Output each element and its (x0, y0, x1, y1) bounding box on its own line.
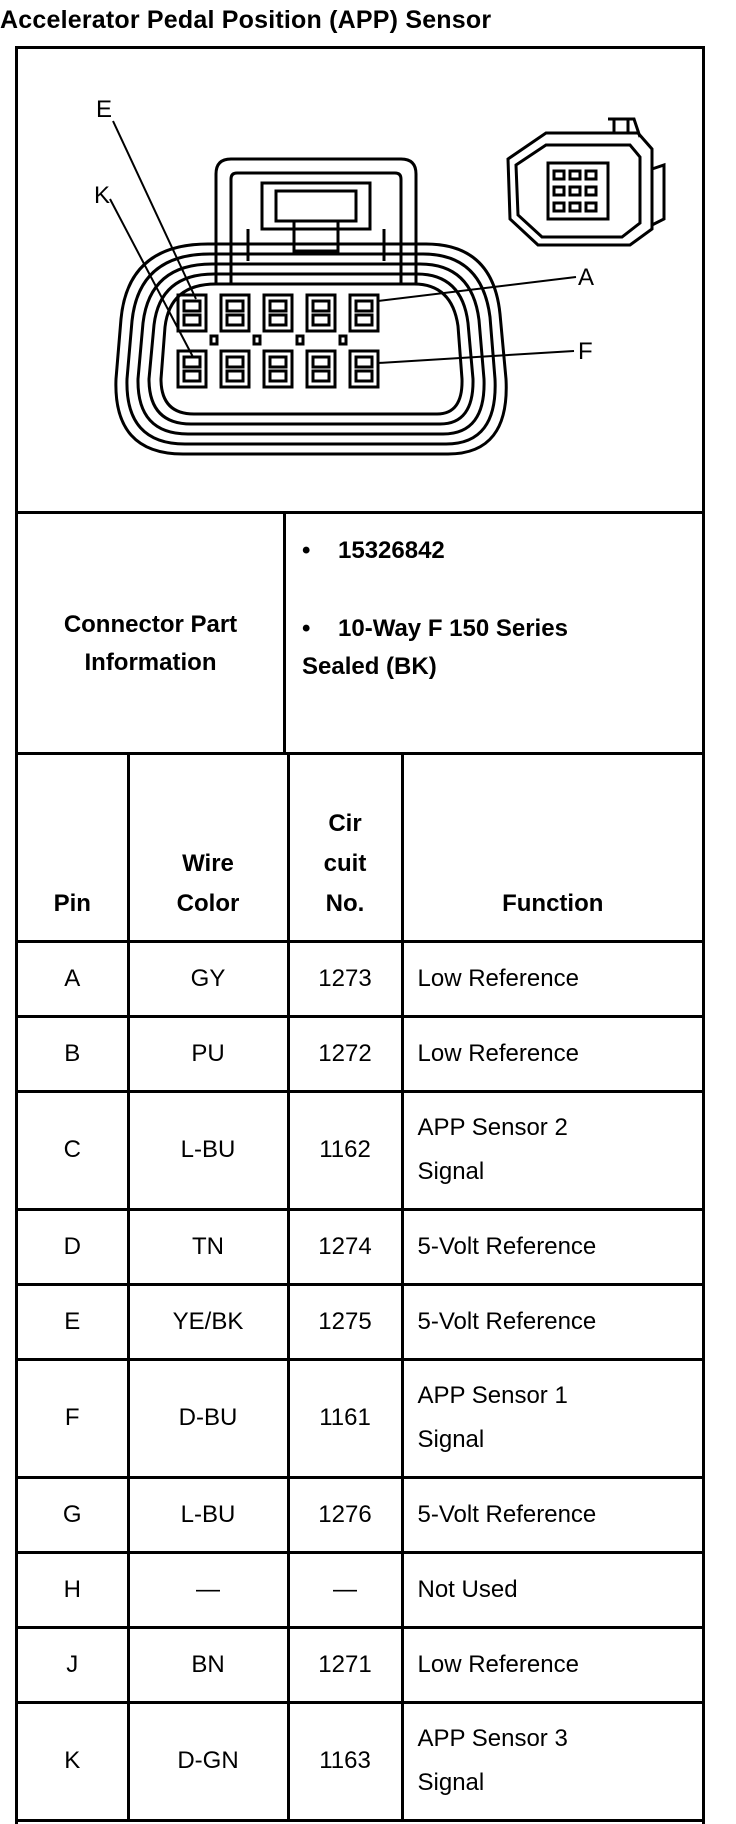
pin-cell: G (18, 1477, 128, 1552)
pin-cell: F (18, 1359, 128, 1477)
table-header-row (18, 755, 702, 941)
connector-info-values (286, 514, 702, 752)
table-row (18, 1359, 702, 1477)
wire-color-cell: PU (128, 1016, 288, 1091)
wire-color-cell: GY (128, 941, 288, 1016)
circuit-cell: 1276 (288, 1477, 402, 1552)
circuit-cell: 1161 (288, 1359, 402, 1477)
wire-color-cell: — (128, 1552, 288, 1627)
function-cell: Not Used (402, 1552, 702, 1627)
table-row (18, 1477, 702, 1552)
wire-color-cell: D-BU (128, 1359, 288, 1477)
table-row (18, 1091, 702, 1209)
bullet: • (302, 615, 311, 642)
wire-color-cell: L-BU (128, 1477, 288, 1552)
connector-diagram (18, 49, 702, 514)
pin-header: Pin (18, 755, 128, 941)
function-cell: Low Reference (402, 1627, 702, 1702)
wire-color-cell: YE/BK (128, 1284, 288, 1359)
circuit-cell: 1163 (288, 1702, 402, 1820)
circuit-cell: 1162 (288, 1091, 402, 1209)
callout-label: F (578, 338, 593, 365)
circuit-cell: 1275 (288, 1284, 402, 1359)
page-title: Accelerator Pedal Position (APP) Sensor (0, 6, 492, 34)
callout-label: E (96, 96, 113, 123)
pin-cell: K (18, 1702, 128, 1820)
table-row (18, 941, 702, 1016)
table-row (18, 1627, 702, 1702)
pin-cell: B (18, 1016, 128, 1091)
function-cell: APP Sensor 2 Signal (402, 1091, 702, 1209)
wire-color-header: Wire Color (128, 755, 288, 941)
circuit-header: Cir cuit No. (288, 755, 402, 941)
wire-color-cell: L-BU (128, 1091, 288, 1209)
connector-info-label-line2: Information (84, 649, 217, 676)
pin-cell: H (18, 1552, 128, 1627)
pinout-table (18, 755, 702, 1822)
function-cell: Low Reference (402, 1016, 702, 1091)
callout-label: A (578, 264, 595, 291)
connector-type-line2: Sealed (BK) (302, 653, 437, 680)
connector-info-label-line1: Connector Part (63, 611, 238, 638)
pin-cell: C (18, 1091, 128, 1209)
circuit-cell: 1271 (288, 1627, 402, 1702)
function-header: Function (402, 755, 702, 941)
table-row (18, 1016, 702, 1091)
part-number-item (302, 532, 445, 570)
function-cell: Low Reference (402, 941, 702, 1016)
connector-type-item (302, 610, 568, 686)
connector-frame (15, 46, 705, 1824)
part-number: 15326842 (338, 537, 445, 564)
callout-label: K (94, 182, 111, 209)
function-cell: 5-Volt Reference (402, 1477, 702, 1552)
function-cell: 5-Volt Reference (402, 1209, 702, 1284)
circuit-cell: — (288, 1552, 402, 1627)
circuit-cell: 1274 (288, 1209, 402, 1284)
table-row (18, 1284, 702, 1359)
wire-color-cell: TN (128, 1209, 288, 1284)
table-row (18, 1209, 702, 1284)
table-row (18, 1702, 702, 1820)
bullet: • (302, 537, 311, 564)
pin-cell: D (18, 1209, 128, 1284)
wire-color-cell: BN (128, 1627, 288, 1702)
connector-face-illustration (18, 49, 702, 511)
circuit-cell: 1272 (288, 1016, 402, 1091)
wire-color-cell: D-GN (128, 1702, 288, 1820)
pin-cell: E (18, 1284, 128, 1359)
pin-cell: A (18, 941, 128, 1016)
function-cell: 5-Volt Reference (402, 1284, 702, 1359)
pin-cell: J (18, 1627, 128, 1702)
function-cell: APP Sensor 3 Signal (402, 1702, 702, 1820)
connector-info-label (18, 514, 286, 752)
table-row (18, 1552, 702, 1627)
connector-info-row (18, 514, 702, 755)
function-cell: APP Sensor 1 Signal (402, 1359, 702, 1477)
connector-type-line1: 10-Way F 150 Series (338, 615, 568, 642)
circuit-cell: 1273 (288, 941, 402, 1016)
